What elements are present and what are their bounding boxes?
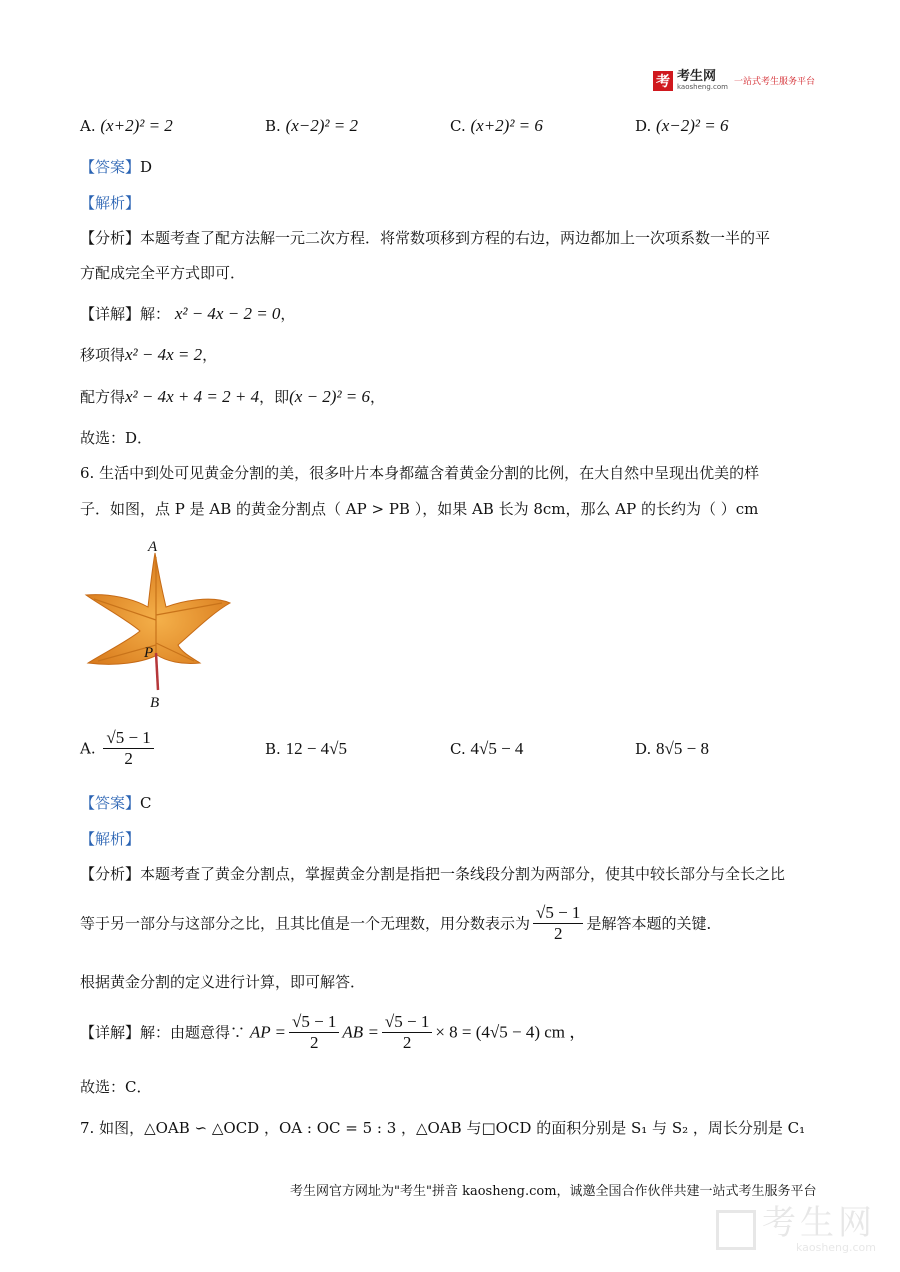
q7-stem: 7. 如图，△OAB ∽ △OCD ，OA : OC = 5 : 3 ，△OAB 与□OCD 的面积分别是 S₁ 与 S₂ ，周长分别是 C₁ [80,1119,806,1137]
step-equation: x² − 4x + 4 = 2 + 4 [125,387,260,406]
logo-icon: 考 [653,71,673,91]
option-label: C. [450,740,466,758]
q5-option-a [80,116,173,136]
q6-stem-line2: 子．如图，点 P 是 AB 的黄金分割点（ AP > PB ），如果 AB 长为 8cm，那么 AP 的长约为（ ）cm [80,500,759,518]
detail-ap: AP = [249,1022,286,1042]
option-expr: (x+2)² = 2 [100,116,173,135]
q6-answer [80,792,152,814]
fraction-numerator: √5 − 1 [382,1012,432,1033]
answer-value: C [140,794,152,812]
q6-fenxi-line1 [80,863,785,885]
fenxi-text: 本题考查了配方法解一元二次方程．将常数项移到方程的右边，两边都加上一次项系数一半的平 [140,229,771,247]
detail-fraction-1 [289,1012,339,1053]
detail-prefix: 解： [140,305,171,323]
q5-step1 [80,344,217,366]
option-expr: (x−2)² = 6 [656,116,729,135]
option-label: D. [635,740,652,758]
q5-step2 [80,386,385,408]
step-equation: x² − 4x = 2 [125,345,203,364]
option-label: C. [450,117,466,135]
option-expr: 12 − 4√5 [285,739,347,758]
brand-cn: 考生网 [677,69,717,84]
detail-tag: 【详解】 [80,1023,141,1042]
label-p: P [144,645,154,661]
fraction-denominator: 2 [402,1033,412,1052]
fraction-denominator: 2 [553,924,563,943]
q6-option-a [80,728,157,769]
fenxi-tag: 【分析】 [80,865,141,883]
step-equation-2: (x − 2)² = 6 [289,387,371,406]
q5-choose: 故选：D． [80,429,153,447]
fenxi-text: 是解答本题的关键． [586,914,722,933]
detail-equation: x² − 4x − 2 = 0 [174,304,281,323]
label-a: A [148,539,158,555]
q6-stem-line1: 6. 生活中到处可见黄金分割的美，很多叶片本身都蕴含着黄金分割的比例，在大自然中呈现出优美的样 [80,464,760,482]
fenxi-tag: 【分析】 [80,229,141,247]
q5-fenxi-line1 [80,227,770,249]
header-logo [653,70,815,91]
punct: ， [280,305,296,323]
logo-text [677,70,728,91]
q6-option-c [450,739,523,759]
detail-tail: × 8 = (4√5 − 4) cm ， [435,1022,587,1042]
option-label: B. [265,117,281,135]
q5-option-d [635,116,728,136]
detail-fraction-2 [382,1012,432,1053]
q6-fenxi-line3: 根据黄金分割的定义进行计算，即可解答． [80,973,366,991]
label-b: B [150,695,160,710]
q5-fenxi-line2: 方配成完全平方式即可． [80,264,246,282]
detail-tag: 【详解】 [80,305,141,323]
fraction-denominator: 2 [124,749,133,768]
fraction-denominator: 2 [309,1033,319,1052]
leaf-stem [156,653,158,690]
watermark [716,1205,876,1254]
watermark-logo-icon [716,1210,756,1250]
q5-detail [80,303,295,325]
q6-detail [80,1012,586,1053]
step-prefix: 配方得 [80,388,126,406]
leaf-shape [86,553,230,664]
q6-option-b [265,739,347,759]
footer-text: 考生网官方网址为"考生"拼音 kaosheng.com，诚邀全国合作伙伴共建一站式考生服务平台 [290,1184,817,1199]
answer-tag: 【答案】 [80,158,141,176]
fraction-numerator: √5 − 1 [289,1012,339,1033]
option-expr: 4√5 − 4 [470,739,524,758]
q5-analysis-tag: 【解析】 [80,194,141,212]
answer-tag: 【答案】 [80,794,141,812]
option-label: A. [80,117,96,135]
option-expr: (x−2)² = 2 [285,116,358,135]
detail-ab: AB = [342,1022,379,1042]
q6-option-d [635,739,709,759]
option-expr: (x+2)² = 6 [470,116,543,135]
step-prefix: 移项得 [80,346,126,364]
punct: ， [202,346,218,364]
leaf-figure [82,535,242,710]
fenxi-text: 等于另一部分与这部分之比，且其比值是一个无理数，用分数表示为 [80,914,531,933]
option-label: D. [635,117,652,135]
punct: ， [370,388,386,406]
option-label: A. [80,739,96,758]
option-expr: 8√5 − 8 [656,739,709,758]
q5-option-b [265,116,358,136]
option-label: B. [265,740,281,758]
watermark-en: kaosheng.com [795,1241,876,1254]
fenxi-text: 本题考查了黄金分割点，掌握黄金分割是指把一条线段分割为两部分，使其中较长部分与全长之比 [140,865,786,883]
answer-value: D [140,158,153,176]
option-fraction [103,728,153,769]
watermark-cn: 考生网 [762,1203,876,1243]
q5-answer [80,156,152,178]
detail-prefix: 解：由题意得∵ [140,1023,246,1042]
header-slogan: 一站式考生服务平台 [733,77,815,87]
golden-ratio-fraction [533,903,583,944]
q6-analysis-tag: 【解析】 [80,830,141,848]
q6-choose: 故选：C． [80,1078,152,1096]
q6-fenxi-line2 [80,903,721,944]
q5-option-c [450,116,543,136]
brand-en: kaosheng.com [677,83,728,91]
fraction-numerator: √5 − 1 [533,903,583,924]
fraction-numerator: √5 − 1 [103,728,153,749]
step-mid: ，即 [259,388,290,406]
